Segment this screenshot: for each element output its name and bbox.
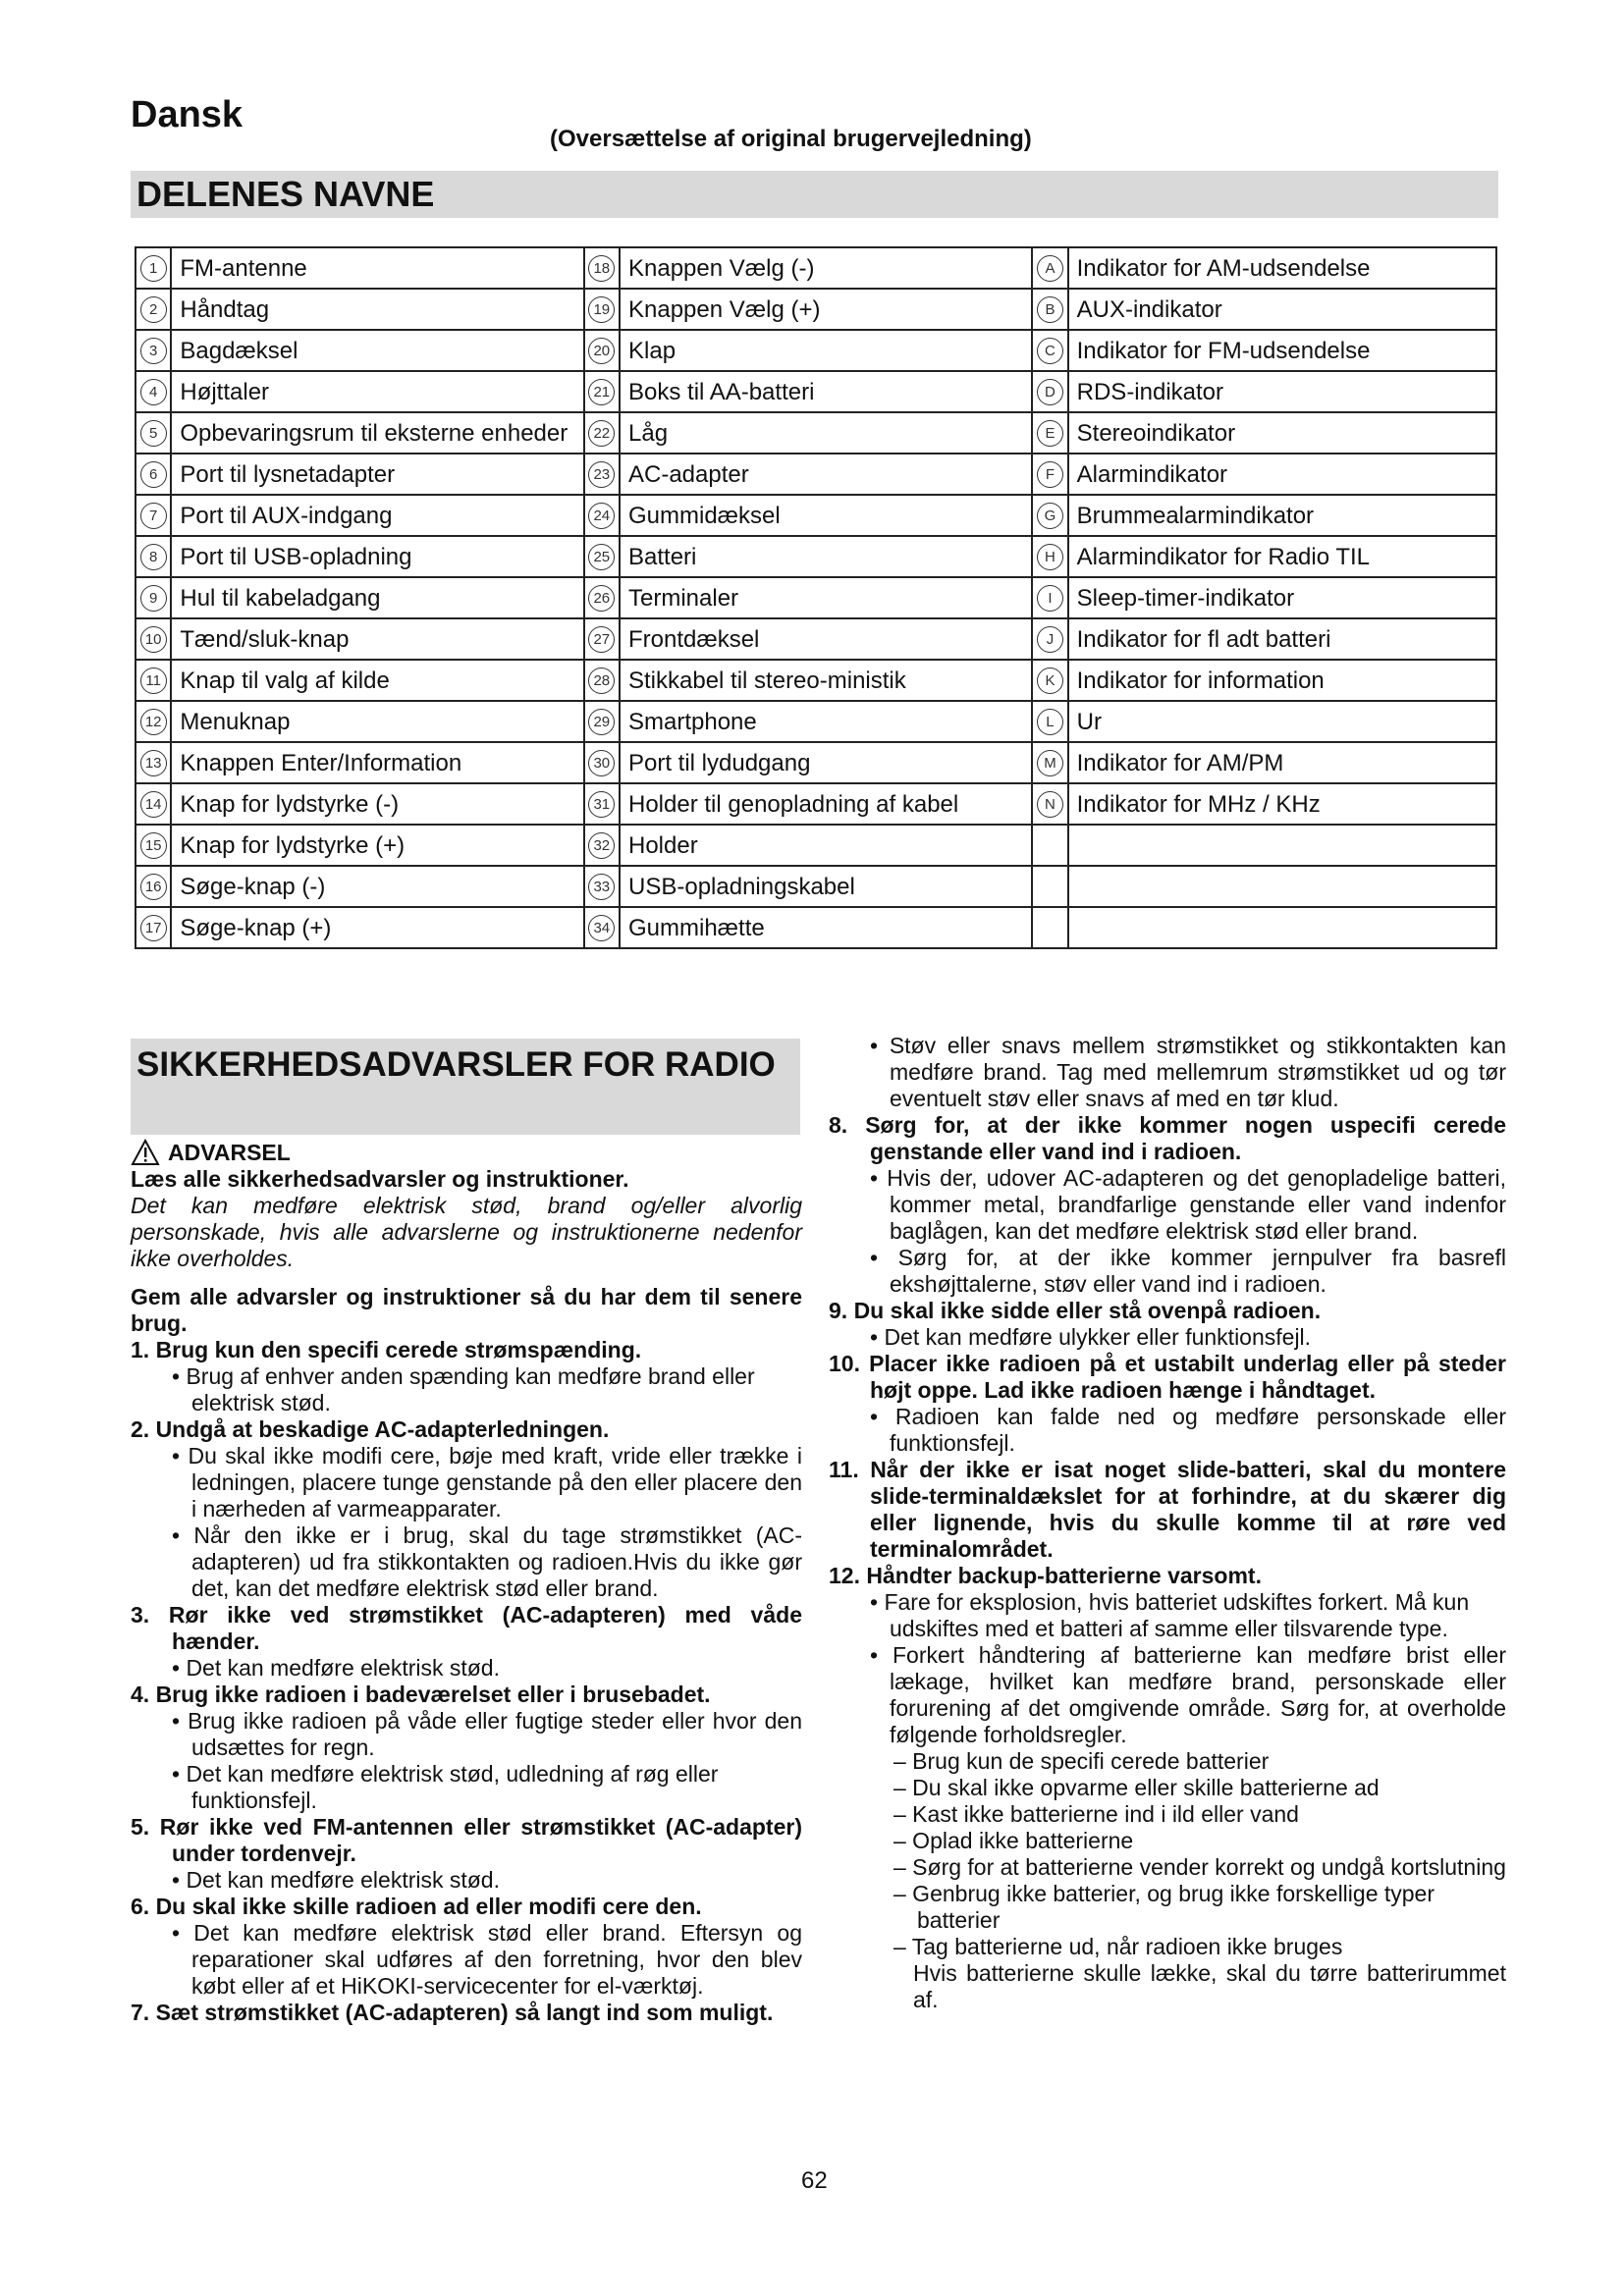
item-2-bullet-1: • Du skal ikke modifi cere, bøje med kraft, vride eller trække i ledningen, placere tunge genstande på den eller placere den i nærheden af varmeapparater. — [172, 1443, 802, 1522]
part-number — [584, 825, 620, 866]
part-number — [1032, 289, 1067, 330]
part-label: AUX-indikator — [1068, 289, 1496, 330]
circled-number: 3 — [140, 338, 167, 364]
item-4-bullet-2: • Det kan medføre elektrisk stød, udledning af røg eller funktionsfejl. — [172, 1761, 719, 1813]
leak-note: Hvis batterierne skulle lække, skal du tørre batterirummet af. — [913, 1960, 1506, 2012]
circled-number: 8 — [140, 544, 167, 570]
circled-number: 31 — [588, 791, 615, 818]
circled-number: 26 — [588, 585, 615, 612]
part-number — [135, 783, 171, 825]
part-label: Knap til valg af kilde — [171, 660, 583, 701]
part-label: Port til USB-opladning — [171, 536, 583, 577]
battery-rule-2: – Du skal ikke opvarme eller skille batterierne ad — [893, 1775, 1380, 1800]
part-label: Alarmindikator for Radio TIL — [1068, 536, 1496, 577]
item-3-bullet-1: • Det kan medføre elektrisk stød. — [172, 1655, 500, 1681]
part-number — [584, 577, 620, 618]
part-label: Stereoindikator — [1068, 412, 1496, 454]
item-9-bullet-1: • Det kan medføre ulykker eller funktionsfejl. — [870, 1324, 1312, 1350]
part-number — [584, 742, 620, 783]
battery-rule-7: – Tag batterierne ud, når radioen ikke bruges — [893, 1934, 1343, 1959]
part-number — [584, 866, 620, 907]
part-label: Opbevaringsrum til eksterne enheder — [171, 412, 583, 454]
part-label: Frontdæksel — [620, 618, 1032, 660]
part-label: AC-adapter — [620, 454, 1032, 495]
part-label: Port til lysnetadapter — [171, 454, 583, 495]
part-label: FM-antenne — [171, 247, 583, 289]
part-label: Ur — [1068, 701, 1496, 742]
part-label: Knappen Vælg (-) — [620, 247, 1032, 289]
circled-number: 15 — [140, 832, 167, 859]
circled-number: 4 — [140, 379, 167, 405]
part-number — [135, 330, 171, 371]
circled-number: 17 — [140, 915, 167, 941]
parts-table — [135, 246, 1497, 949]
part-number — [584, 247, 620, 289]
part-label: Brummealarmindikator — [1068, 495, 1496, 536]
part-label: Knappen Vælg (+) — [620, 289, 1032, 330]
item-12-bullet-1: • Fare for eksplosion, hvis batteriet udskiftes forkert. Må kun udskiftes med et batteri af samme eller tilsvarende type. — [870, 1589, 1470, 1641]
item-5-bullet-1: • Det kan medføre elektrisk stød. — [172, 1867, 500, 1893]
part-label: Knap for lydstyrke (-) — [171, 783, 583, 825]
part-label: Batteri — [620, 536, 1032, 577]
item-11: 11. Når der ikke er isat noget slide-batteri, skal du montere slide-terminaldækslet for at forhindre, at du skærer dig eller lignende, hvis du skulle komme til at røre ved terminalområdet. — [829, 1457, 1506, 1562]
item-7-bullet-1: • Støv eller snavs mellem strømstikket og stikkontakten kan medføre brand. Tag med mellemrum strømstikket ud og tør eventuelt støv eller snavs af med en tør klud. — [870, 1033, 1506, 1111]
warning-triangle-icon — [131, 1139, 160, 1166]
part-number — [584, 701, 620, 742]
circled-number: 16 — [140, 874, 167, 900]
part-number — [584, 289, 620, 330]
part-label — [1068, 866, 1496, 907]
part-number — [135, 247, 171, 289]
circled-number: D — [1037, 379, 1063, 405]
part-number — [1032, 866, 1067, 907]
part-number — [584, 907, 620, 948]
part-label: Smartphone — [620, 701, 1032, 742]
parts-row — [135, 577, 1496, 618]
part-number — [1032, 660, 1067, 701]
part-number — [584, 371, 620, 412]
item-8: 8. Sørg for, at der ikke kommer nogen uspecifi cerede genstande eller vand ind i radioen. — [829, 1112, 1506, 1164]
part-label: Knappen Enter/Information — [171, 742, 583, 783]
part-number — [584, 454, 620, 495]
circled-number: 30 — [588, 750, 615, 776]
part-label: Indikator for FM-udsendelse — [1068, 330, 1496, 371]
part-number — [1032, 825, 1067, 866]
battery-rule-5: – Sørg for at batterierne vender korrekt og undgå kortslutning — [893, 1854, 1506, 1880]
item-9: 9. Du skal ikke sidde eller stå ovenpå radioen. — [829, 1298, 1322, 1323]
item-6: 6. Du skal ikke skille radioen ad eller modifi cere den. — [131, 1894, 702, 1919]
part-label: Håndtag — [171, 289, 583, 330]
part-number — [135, 454, 171, 495]
circled-number: N — [1037, 791, 1063, 818]
part-number — [1032, 247, 1067, 289]
part-number — [135, 536, 171, 577]
item-5: 5. Rør ikke ved FM-antennen eller strømstikket (AC-adapter) under tordenvejr. — [131, 1814, 802, 1866]
circled-number: 11 — [140, 667, 167, 694]
circled-number: 34 — [588, 915, 615, 941]
language-label: Dansk — [131, 94, 244, 135]
circled-number: 32 — [588, 832, 615, 859]
circled-number: 10 — [140, 626, 167, 653]
part-label: Bagdæksel — [171, 330, 583, 371]
item-7: 7. Sæt strømstikket (AC-adapteren) så langt ind som muligt. — [131, 2000, 774, 2025]
page-number: 62 — [801, 2167, 828, 2194]
circled-number: I — [1037, 585, 1063, 612]
circled-number: 9 — [140, 585, 167, 612]
part-number — [135, 907, 171, 948]
part-number — [135, 701, 171, 742]
part-label: Indikator for AM/PM — [1068, 742, 1496, 783]
part-label: Holder — [620, 825, 1032, 866]
part-label: Indikator for MHz / KHz — [1068, 783, 1496, 825]
parts-row — [135, 412, 1496, 454]
part-label: Indikator for information — [1068, 660, 1496, 701]
parts-row — [135, 454, 1496, 495]
circled-number: J — [1037, 626, 1063, 653]
circled-number: 19 — [588, 296, 615, 323]
item-4: 4. Brug ikke radioen i badeværelset eller i brusebadet. — [131, 1682, 711, 1707]
part-label: Port til AUX-indgang — [171, 495, 583, 536]
parts-row — [135, 783, 1496, 825]
circled-number: E — [1037, 420, 1063, 447]
item-10: 10. Placer ikke radioen på et ustabilt underlag eller på steder højt oppe. Lad ikke radioen hænge i håndtaget. — [829, 1351, 1506, 1403]
circled-number: 5 — [140, 420, 167, 447]
intro-bold: Læs alle sikkerhedsadvarsler og instruktioner. — [131, 1166, 629, 1192]
parts-row — [135, 289, 1496, 330]
item-2: 2. Undgå at beskadige AC-adapterledningen. — [131, 1416, 610, 1442]
parts-row — [135, 536, 1496, 577]
circled-number: 29 — [588, 709, 615, 735]
part-number — [1032, 742, 1067, 783]
warning-label: ADVARSEL — [168, 1139, 291, 1165]
part-number — [1032, 536, 1067, 577]
circled-number: K — [1037, 667, 1063, 694]
circled-number: 18 — [588, 255, 615, 282]
circled-number: 7 — [140, 503, 167, 529]
item-4-bullet-1: • Brug ikke radioen på våde eller fugtige steder eller hvor den udsættes for regn. — [172, 1708, 802, 1760]
part-number — [584, 330, 620, 371]
circled-number: B — [1037, 296, 1063, 323]
parts-section-title: DELENES NAVNE — [131, 171, 1498, 218]
part-number — [1032, 577, 1067, 618]
part-number — [1032, 618, 1067, 660]
part-number — [135, 577, 171, 618]
item-12-bullet-2: • Forkert håndtering af batterierne kan medføre brist eller lækage, hvilket kan medføre brand, personskade eller forurening af det omgivende område. Sørg for, at overholde følgende forholdsregler. — [870, 1642, 1506, 1747]
circled-number: 14 — [140, 791, 167, 818]
part-number — [135, 371, 171, 412]
circled-number: 33 — [588, 874, 615, 900]
circled-number: 23 — [588, 461, 615, 488]
circled-number: G — [1037, 503, 1063, 529]
item-2-bullet-2: • Når den ikke er i brug, skal du tage strømstikket (AC-adapteren) ud fra stikkontakten og radioen.Hvis du ikke gør det, kan det medføre elektrisk stød eller brand. — [172, 1522, 802, 1601]
warning-heading — [131, 1139, 802, 1166]
part-label: RDS-indikator — [1068, 371, 1496, 412]
part-label: Alarmindikator — [1068, 454, 1496, 495]
battery-rule-6: – Genbrug ikke batterier, og brug ikke forskellige typer batterier — [893, 1881, 1435, 1933]
circled-number: 2 — [140, 296, 167, 323]
circled-number: 13 — [140, 750, 167, 776]
item-3: 3. Rør ikke ved strømstikket (AC-adapteren) med våde hænder. — [131, 1602, 802, 1654]
part-label: Gummihætte — [620, 907, 1032, 948]
part-number — [135, 866, 171, 907]
part-label: Menuknap — [171, 701, 583, 742]
parts-row — [135, 825, 1496, 866]
intro-italic: Det kan medføre elektrisk stød, brand og/eller alvorlig personskade, hvis alle advarslerne og instruktionerne nedenfor ikke overholdes. — [131, 1193, 802, 1271]
part-number — [1032, 783, 1067, 825]
parts-row — [135, 701, 1496, 742]
translation-subtitle: (Oversættelse af original brugervejledning) — [550, 126, 1032, 152]
circled-number: 24 — [588, 503, 615, 529]
part-number — [1032, 495, 1067, 536]
item-1-bullet-1: • Brug af enhver anden spænding kan medføre brand eller elektrisk stød. — [172, 1363, 755, 1415]
parts-row — [135, 742, 1496, 783]
circled-number: H — [1037, 544, 1063, 570]
part-number — [584, 536, 620, 577]
part-number — [135, 742, 171, 783]
part-label: Låg — [620, 412, 1032, 454]
circled-number: C — [1037, 338, 1063, 364]
part-label: Klap — [620, 330, 1032, 371]
part-number — [135, 660, 171, 701]
circled-number: 12 — [140, 709, 167, 735]
item-12: 12. Håndter backup-batterierne varsomt. — [829, 1563, 1262, 1588]
part-label: Terminaler — [620, 577, 1032, 618]
part-label: Søge-knap (-) — [171, 866, 583, 907]
item-10-bullet-1: • Radioen kan falde ned og medføre personskade eller funktionsfejl. — [870, 1404, 1506, 1456]
circled-number: 1 — [140, 255, 167, 282]
part-label — [1068, 825, 1496, 866]
keep-instructions: Gem alle advarsler og instruktioner så du har dem til senere brug. — [131, 1284, 802, 1336]
item-8-bullet-2: • Sørg for, at der ikke kommer jernpulver fra basrefl ekshøjttalerne, støv eller vand ind i radioen. — [870, 1245, 1506, 1297]
circled-number: 22 — [588, 420, 615, 447]
parts-row — [135, 618, 1496, 660]
part-label: Port til lydudgang — [620, 742, 1032, 783]
part-label: Søge-knap (+) — [171, 907, 583, 948]
part-label: Boks til AA-batteri — [620, 371, 1032, 412]
item-8-bullet-1: • Hvis der, udover AC-adapteren og det genopladelige batteri, kommer metal, brandfarlige genstande eller vand indenfor baglågen, kan det medføre elektrisk stød eller brand. — [870, 1165, 1506, 1244]
part-number — [584, 495, 620, 536]
parts-row — [135, 247, 1496, 289]
safety-right-column — [829, 1033, 1506, 2013]
part-number — [135, 289, 171, 330]
part-label: Indikator for fl adt batteri — [1068, 618, 1496, 660]
circled-number: 20 — [588, 338, 615, 364]
part-label: Holder til genopladning af kabel — [620, 783, 1032, 825]
part-number — [135, 825, 171, 866]
part-number — [584, 660, 620, 701]
part-number — [135, 495, 171, 536]
circled-number: M — [1037, 750, 1063, 776]
parts-row — [135, 866, 1496, 907]
safety-left-column — [131, 1139, 802, 2026]
part-label: Tænd/sluk-knap — [171, 618, 583, 660]
parts-row — [135, 371, 1496, 412]
circled-number: 6 — [140, 461, 167, 488]
part-number — [1032, 701, 1067, 742]
circled-number: 25 — [588, 544, 615, 570]
part-number — [584, 412, 620, 454]
battery-rule-4: – Oplad ikke batterierne — [893, 1828, 1134, 1853]
circled-number: L — [1037, 709, 1063, 735]
part-number — [584, 783, 620, 825]
circled-number: 21 — [588, 379, 615, 405]
circled-number: 28 — [588, 667, 615, 694]
battery-rule-3: – Kast ikke batterierne ind i ild eller vand — [893, 1801, 1299, 1827]
part-number — [135, 618, 171, 660]
part-label: Højttaler — [171, 371, 583, 412]
part-number — [584, 618, 620, 660]
item-1: 1. Brug kun den specifi cerede strømspænding. — [131, 1337, 642, 1362]
part-label — [1068, 907, 1496, 948]
part-label: Hul til kabeladgang — [171, 577, 583, 618]
part-number — [1032, 330, 1067, 371]
part-number — [135, 412, 171, 454]
part-number — [1032, 907, 1067, 948]
item-6-bullet-1: • Det kan medføre elektrisk stød eller brand. Eftersyn og reparationer skal udføres af den forretning, hvor den blev købt eller af et HiKOKI-servicecenter for el-værktøj. — [172, 1920, 802, 1999]
parts-row — [135, 907, 1496, 948]
part-label: Indikator for AM-udsendelse — [1068, 247, 1496, 289]
part-number — [1032, 454, 1067, 495]
battery-rule-1: – Brug kun de specifi cerede batterier — [893, 1748, 1270, 1774]
part-number — [1032, 412, 1067, 454]
parts-row — [135, 330, 1496, 371]
circled-number: 27 — [588, 626, 615, 653]
part-label: Gummidæksel — [620, 495, 1032, 536]
circled-number: A — [1037, 255, 1063, 282]
part-label: Knap for lydstyrke (+) — [171, 825, 583, 866]
part-number — [1032, 371, 1067, 412]
part-label: Stikkabel til stereo-ministik — [620, 660, 1032, 701]
part-label: Sleep-timer-indikator — [1068, 577, 1496, 618]
circled-number: F — [1037, 461, 1063, 488]
safety-section-title: SIKKERHEDSADVARSLER FOR RADIO — [131, 1039, 800, 1135]
parts-row — [135, 495, 1496, 536]
part-label: USB-opladningskabel — [620, 866, 1032, 907]
parts-row — [135, 660, 1496, 701]
